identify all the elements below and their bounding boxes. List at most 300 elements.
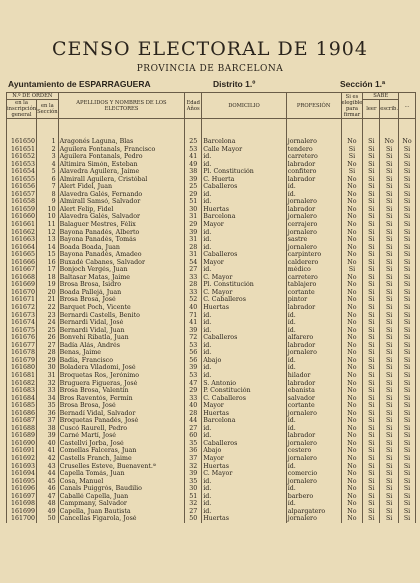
eligible-cell: No	[341, 251, 363, 259]
eligible-cell: No	[341, 274, 363, 282]
reads-cell: Si	[363, 289, 380, 297]
age-cell: 39	[185, 470, 202, 478]
eligible-cell: No	[341, 364, 363, 372]
section-number-cell: 6	[37, 176, 59, 184]
table-row	[7, 274, 416, 282]
eligible-cell: No	[341, 478, 363, 486]
extra-cell: Si	[399, 146, 416, 154]
table-row	[7, 259, 416, 267]
age-cell: 51	[185, 198, 202, 206]
address-cell: Mayor	[202, 259, 287, 267]
extra-cell: Si	[399, 221, 416, 229]
writes-cell: Si	[380, 349, 399, 357]
general-number-cell: 161690	[7, 440, 37, 448]
profession-cell: jornalero	[286, 349, 341, 357]
eligible-cell: No	[341, 119, 363, 146]
eligible-cell: No	[341, 380, 363, 388]
header-sabe: SABE	[363, 93, 399, 100]
profession-cell: tablajero	[286, 281, 341, 289]
elector-name-cell: Broquetas Panadés, José	[58, 417, 185, 425]
profession-cell: labrador	[286, 161, 341, 169]
extra-cell: Si	[399, 387, 416, 395]
address-cell: Huertas	[202, 304, 287, 312]
elector-name-cell: Bruguera Figueras, José	[58, 380, 185, 388]
eligible-cell: No	[341, 455, 363, 463]
extra-cell: Si	[399, 485, 416, 493]
section-number-cell: 15	[37, 251, 59, 259]
eligible-cell: No	[341, 259, 363, 267]
profession-cell: íd.	[286, 425, 341, 433]
elector-name-cell: Alavedra Galés, Fernando	[58, 191, 185, 199]
address-cell: Huertas	[202, 410, 287, 418]
extra-cell: Si	[399, 425, 416, 433]
age-cell: 44	[185, 417, 202, 425]
section-number-cell: 36	[37, 410, 59, 418]
address-cell: C. Mayor	[202, 274, 287, 282]
writes-cell: Si	[380, 304, 399, 312]
elector-name-cell: Castells Franch, Jaime	[58, 455, 185, 463]
general-number-cell: 161653	[7, 161, 37, 169]
address-cell: Calle Mayor	[202, 146, 287, 154]
extra-cell: Si	[399, 229, 416, 237]
eligible-cell: No	[341, 296, 363, 304]
address-cell: C. Caballeros	[202, 395, 287, 403]
profession-cell: jornalero	[286, 515, 341, 523]
extra-cell: Si	[399, 191, 416, 199]
header-seccion: en la Sección	[37, 100, 59, 119]
age-cell: 29	[185, 387, 202, 395]
elector-name-cell: Cruselles Esteve, Buenavent.ª	[58, 463, 185, 471]
elector-name-cell: Boada Boada, Juan	[58, 244, 185, 252]
age-cell: 53	[185, 372, 202, 380]
eligible-cell: No	[341, 387, 363, 395]
extra-cell: Si	[399, 251, 416, 259]
extra-cell: Si	[399, 349, 416, 357]
reads-cell: Si	[363, 312, 380, 320]
header-domicilio: DOMICILIO	[202, 93, 287, 119]
age-cell: 71	[185, 312, 202, 320]
header-extra: ...	[399, 93, 416, 119]
table-row	[7, 515, 416, 523]
extra-cell: Si	[399, 493, 416, 501]
age-cell: 28	[185, 410, 202, 418]
general-number-cell: 161667	[7, 266, 37, 274]
age-cell: 38	[185, 168, 202, 176]
general-number-cell: 161652	[7, 153, 37, 161]
reads-cell: Si	[363, 493, 380, 501]
section-number-cell: 20	[37, 289, 59, 297]
general-number-cell: 161659	[7, 206, 37, 214]
extra-cell: Si	[399, 334, 416, 342]
writes-cell: Si	[380, 342, 399, 350]
extra-cell: Si	[399, 410, 416, 418]
general-number-cell: 161666	[7, 259, 37, 267]
table-row	[7, 417, 416, 425]
section-number-cell: 43	[37, 463, 59, 471]
profession-cell: jornalero	[286, 244, 341, 252]
age-cell: 72	[185, 334, 202, 342]
age-cell: 27	[185, 508, 202, 516]
table-row	[7, 327, 416, 335]
general-number-cell: 161670	[7, 289, 37, 297]
general-number-cell: 161680	[7, 364, 37, 372]
extra-cell: Si	[399, 432, 416, 440]
general-number-cell: 161663	[7, 236, 37, 244]
address-cell: íd.	[202, 342, 287, 350]
age-cell: 50	[185, 515, 202, 523]
address-cell: Barcelona	[202, 213, 287, 221]
profession-cell: alfarero	[286, 334, 341, 342]
profession-cell: íd.	[286, 500, 341, 508]
profession-cell: barbero	[286, 493, 341, 501]
age-cell: 32	[185, 500, 202, 508]
writes-cell: No	[380, 119, 399, 146]
writes-cell: Si	[380, 417, 399, 425]
writes-cell: Si	[380, 463, 399, 471]
section-number-cell: 13	[37, 236, 59, 244]
writes-cell: Si	[380, 455, 399, 463]
age-cell: 35	[185, 440, 202, 448]
profession-cell: labrador	[286, 380, 341, 388]
section-number-cell: 19	[37, 281, 59, 289]
writes-cell: Si	[380, 440, 399, 448]
section-number-cell: 12	[37, 229, 59, 237]
address-cell: C. Mayor	[202, 470, 287, 478]
section-number-cell: 38	[37, 425, 59, 433]
reads-cell: Si	[363, 364, 380, 372]
section-number-cell: 41	[37, 447, 59, 455]
section-number-cell: 24	[37, 319, 59, 327]
general-number-cell: 161669	[7, 281, 37, 289]
reads-cell: Si	[363, 334, 380, 342]
section-number-cell: 7	[37, 183, 59, 191]
section-number-cell: 37	[37, 417, 59, 425]
profession-cell: ebanista	[286, 387, 341, 395]
table-row	[7, 357, 416, 365]
table-row	[7, 334, 416, 342]
elector-name-cell: Bernardi Castells, Benito	[58, 312, 185, 320]
table-row	[7, 463, 416, 471]
age-cell: 54	[185, 259, 202, 267]
general-number-cell: 161697	[7, 493, 37, 501]
general-number-cell: 161694	[7, 470, 37, 478]
address-cell: íd.	[202, 485, 287, 493]
extra-cell: Si	[399, 281, 416, 289]
reads-cell: Si	[363, 478, 380, 486]
table-row	[7, 455, 416, 463]
writes-cell: Si	[380, 213, 399, 221]
profession-cell: sastre	[286, 236, 341, 244]
writes-cell: Si	[380, 274, 399, 282]
reads-cell: Si	[363, 387, 380, 395]
age-cell: 39	[185, 327, 202, 335]
writes-cell: Si	[380, 198, 399, 206]
extra-cell: Si	[399, 304, 416, 312]
address-cell: íd.	[202, 508, 287, 516]
profession-cell: salvador	[286, 395, 341, 403]
address-cell: Huertas	[202, 463, 287, 471]
general-number-cell: 161671	[7, 296, 37, 304]
general-number-cell: 161695	[7, 478, 37, 486]
reads-cell: Si	[363, 380, 380, 388]
elector-name-cell: Cuscó Raurell, Pedro	[58, 425, 185, 433]
reads-cell: Si	[363, 342, 380, 350]
table-row	[7, 176, 416, 184]
profession-cell: íd.	[286, 327, 341, 335]
extra-cell: Si	[399, 161, 416, 169]
eligible-cell: Si	[341, 153, 363, 161]
eligible-cell: No	[341, 463, 363, 471]
elector-name-cell: Bernadí Vidal, Salvador	[58, 410, 185, 418]
elector-name-cell: Bernardi Vidal, José	[58, 319, 185, 327]
elector-name-cell: Badía Alás, Andrés	[58, 342, 185, 350]
general-number-cell: 161689	[7, 432, 37, 440]
section-number-cell: 30	[37, 364, 59, 372]
address-cell: Mayor	[202, 455, 287, 463]
section-number-cell: 27	[37, 342, 59, 350]
section-number-cell: 25	[37, 327, 59, 335]
general-number-cell: 161660	[7, 213, 37, 221]
extra-cell: Si	[399, 213, 416, 221]
table-row	[7, 395, 416, 403]
writes-cell: Si	[380, 372, 399, 380]
general-number-cell: 161661	[7, 221, 37, 229]
profession-cell: labrador	[286, 304, 341, 312]
reads-cell: Si	[363, 146, 380, 154]
eligible-cell: No	[341, 183, 363, 191]
address-cell: íd.	[202, 327, 287, 335]
writes-cell: Si	[380, 221, 399, 229]
section-number-cell: 29	[37, 357, 59, 365]
address-cell: íd.	[202, 244, 287, 252]
age-cell: 53	[185, 342, 202, 350]
table-row	[7, 206, 416, 214]
age-cell: 51	[185, 493, 202, 501]
writes-cell: Si	[380, 146, 399, 154]
table-row	[7, 236, 416, 244]
address-cell: Barcelona	[202, 417, 287, 425]
writes-cell: Si	[380, 153, 399, 161]
writes-cell: Si	[380, 432, 399, 440]
address-cell: C. Huerta	[202, 176, 287, 184]
header-general: en la inscripción general	[7, 100, 37, 118]
eligible-cell: Si	[341, 146, 363, 154]
extra-cell: Si	[399, 289, 416, 297]
extra-cell: Si	[399, 327, 416, 335]
section-number-cell: 14	[37, 244, 59, 252]
reads-cell: Si	[363, 319, 380, 327]
table-row	[7, 349, 416, 357]
general-number-cell: 161684	[7, 395, 37, 403]
elector-name-cell: Castellví Jorba, José	[58, 440, 185, 448]
ayuntamiento-label: Ayuntamiento de ESPARRAGUERA	[8, 79, 151, 89]
age-cell: 28	[185, 244, 202, 252]
elector-name-cell: Altimira Simón, Esteban	[58, 161, 185, 169]
eligible-cell: No	[341, 500, 363, 508]
extra-cell: Si	[399, 508, 416, 516]
eligible-cell: No	[341, 372, 363, 380]
eligible-cell: No	[341, 432, 363, 440]
eligible-cell: No	[341, 417, 363, 425]
general-number-cell: 161654	[7, 168, 37, 176]
table-row	[7, 168, 416, 176]
writes-cell: Si	[380, 478, 399, 486]
section-number-cell: 50	[37, 515, 59, 523]
elector-name-cell: Bayona Panadés, Tomás	[58, 236, 185, 244]
general-number-cell: 161655	[7, 176, 37, 184]
general-number-cell: 161686	[7, 410, 37, 418]
writes-cell: Si	[380, 493, 399, 501]
section-number-cell: 9	[37, 198, 59, 206]
writes-cell: Si	[380, 357, 399, 365]
elector-name-cell: Carné Martí, José	[58, 432, 185, 440]
elector-name-cell: Caballé Capella, Juan	[58, 493, 185, 501]
general-number-cell: 161687	[7, 417, 37, 425]
eligible-cell: No	[341, 342, 363, 350]
eligible-cell: No	[341, 402, 363, 410]
eligible-cell: No	[341, 425, 363, 433]
address-cell: íd.	[202, 191, 287, 199]
age-cell: 32	[185, 463, 202, 471]
writes-cell: Si	[380, 296, 399, 304]
section-number-cell: 40	[37, 440, 59, 448]
reads-cell: Si	[363, 161, 380, 169]
elector-name-cell: Baltasar Matas, Jaime	[58, 274, 185, 282]
general-number-cell: 161664	[7, 244, 37, 252]
elector-name-cell: Barquet Poch, Vicente	[58, 304, 185, 312]
writes-cell: Si	[380, 425, 399, 433]
general-number-cell: 161657	[7, 191, 37, 199]
elector-name-cell: Bonvehí Ribatla, Juan	[58, 334, 185, 342]
age-cell: 40	[185, 402, 202, 410]
eligible-cell: No	[341, 312, 363, 320]
address-cell: íd.	[202, 229, 287, 237]
age-cell: 25	[185, 119, 202, 146]
extra-cell: Si	[399, 515, 416, 523]
extra-cell: Si	[399, 372, 416, 380]
section-number-cell: 49	[37, 508, 59, 516]
eligible-cell: No	[341, 508, 363, 516]
extra-cell: Si	[399, 244, 416, 252]
writes-cell: Si	[380, 410, 399, 418]
address-cell: íd.	[202, 349, 287, 357]
extra-cell: Si	[399, 402, 416, 410]
address-cell: S. Antonio	[202, 380, 287, 388]
general-number-cell: 161699	[7, 508, 37, 516]
extra-cell: Si	[399, 342, 416, 350]
profession-cell: labrador	[286, 342, 341, 350]
reads-cell: Si	[363, 183, 380, 191]
table-row	[7, 342, 416, 350]
reads-cell: Si	[363, 244, 380, 252]
eligible-cell: No	[341, 161, 363, 169]
writes-cell: Si	[380, 508, 399, 516]
general-number-cell: 161688	[7, 425, 37, 433]
eligible-cell: No	[341, 191, 363, 199]
general-number-cell: 161665	[7, 251, 37, 259]
general-number-cell: 161693	[7, 463, 37, 471]
elector-name-cell: Alert Fidel, Juan	[58, 183, 185, 191]
extra-cell: Si	[399, 296, 416, 304]
seccion-label: Sección 1.ª	[340, 79, 386, 89]
elector-name-cell: Cosa, Manuel	[58, 478, 185, 486]
reads-cell: Si	[363, 304, 380, 312]
table-row	[7, 447, 416, 455]
general-number-cell: 161683	[7, 387, 37, 395]
writes-cell: Si	[380, 183, 399, 191]
age-cell: 41	[185, 153, 202, 161]
section-number-cell: 3	[37, 153, 59, 161]
extra-cell: Si	[399, 206, 416, 214]
extra-cell: Si	[399, 274, 416, 282]
section-number-cell: 18	[37, 274, 59, 282]
profession-cell: íd.	[286, 485, 341, 493]
voter-rows	[7, 119, 416, 523]
reads-cell: Si	[363, 410, 380, 418]
eligible-cell: No	[341, 236, 363, 244]
extra-cell: Si	[399, 236, 416, 244]
table-row	[7, 432, 416, 440]
table-row	[7, 119, 416, 146]
age-cell: 52	[185, 296, 202, 304]
elector-name-cell: Bayona Panadés, Alberto	[58, 229, 185, 237]
page-title: CENSO ELECTORAL DE 1904	[52, 38, 368, 60]
age-cell: 53	[185, 146, 202, 154]
age-cell: 56	[185, 349, 202, 357]
section-number-cell: 2	[37, 146, 59, 154]
header-escribir: escrib.	[380, 100, 399, 119]
table-row	[7, 146, 416, 154]
writes-cell: Si	[380, 161, 399, 169]
profession-cell: cestero	[286, 447, 341, 455]
reads-cell: Si	[363, 447, 380, 455]
address-cell: C. Caballeros	[202, 296, 287, 304]
extra-cell: Si	[399, 168, 416, 176]
reads-cell: Si	[363, 402, 380, 410]
extra-cell: Si	[399, 478, 416, 486]
general-number-cell: 161678	[7, 349, 37, 357]
table-row	[7, 319, 416, 327]
eligible-cell: No	[341, 319, 363, 327]
section-number-cell: 11	[37, 221, 59, 229]
profession-cell: carpintero	[286, 251, 341, 259]
elector-name-cell: Almirall Samsó, Salvador	[58, 198, 185, 206]
general-number-cell: 161672	[7, 304, 37, 312]
reads-cell: Si	[363, 357, 380, 365]
header-firmar: Si es elegible para firmar	[341, 93, 363, 118]
reads-cell: Si	[363, 485, 380, 493]
reads-cell: Si	[363, 274, 380, 282]
reads-cell: Si	[363, 372, 380, 380]
address-cell: íd.	[202, 161, 287, 169]
general-number-cell: 161651	[7, 146, 37, 154]
general-number-cell: 161681	[7, 372, 37, 380]
age-cell: 39	[185, 229, 202, 237]
elector-name-cell: Campmany, Salvador	[58, 500, 185, 508]
section-number-cell: 35	[37, 402, 59, 410]
profession-cell: cortante	[286, 289, 341, 297]
age-cell: 31	[185, 236, 202, 244]
age-cell: 28	[185, 281, 202, 289]
general-number-cell: 161674	[7, 319, 37, 327]
extra-cell: Si	[399, 357, 416, 365]
general-number-cell: 161700	[7, 515, 37, 523]
writes-cell: Si	[380, 176, 399, 184]
elector-name-cell: Brosa Brosa, José	[58, 402, 185, 410]
reads-cell: Si	[363, 153, 380, 161]
table-row	[7, 440, 416, 448]
profession-cell: jornalero	[286, 478, 341, 486]
